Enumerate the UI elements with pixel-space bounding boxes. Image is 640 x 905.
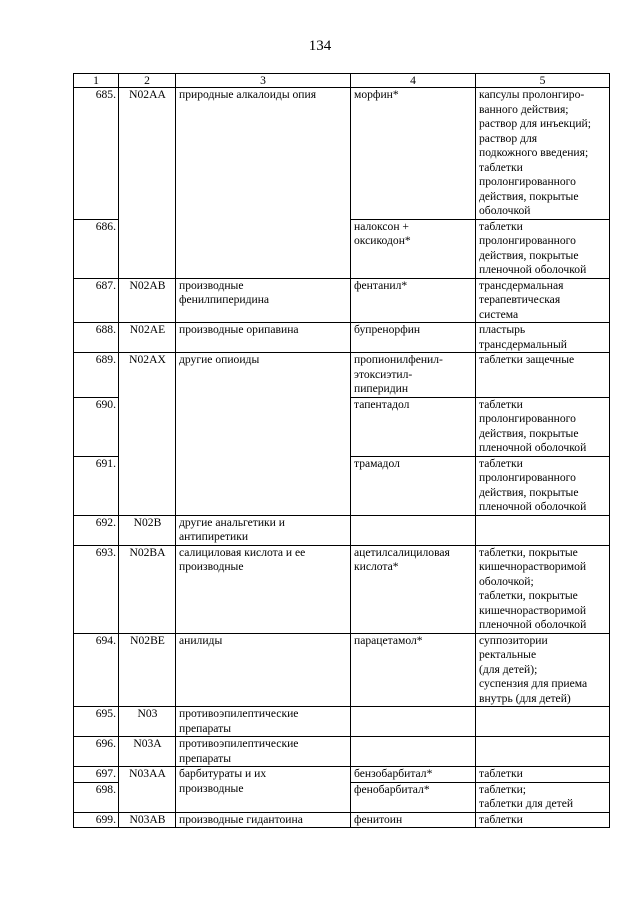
header-col-4: 4 — [351, 74, 476, 88]
row-number: 690. — [74, 397, 119, 456]
row-number: 686. — [74, 219, 119, 278]
drug-name: тапентадол — [351, 397, 476, 456]
drug-name — [351, 515, 476, 545]
group-name: производные гидантоина — [176, 812, 351, 828]
atc-code: N03 — [119, 707, 176, 737]
row-number: 697. — [74, 767, 119, 783]
dosage-forms: капсулы пролонгиро- ванного действия; раствор для инъекций; раствор для подкожного введения; таблетки пролонгированного действия, покрытые оболочкой — [476, 88, 610, 220]
group-name: природные алкалоиды опия — [176, 88, 351, 279]
group-name: салициловая кислота и ее производные — [176, 545, 351, 633]
header-col-2: 2 — [119, 74, 176, 88]
header-col-3: 3 — [176, 74, 351, 88]
drug-table — [73, 73, 610, 828]
group-name: производные фенилпиперидина — [176, 278, 351, 323]
group-name: противоэпилептические препараты — [176, 707, 351, 737]
dosage-forms: трансдермальная терапевтическая система — [476, 278, 610, 323]
row-number: 689. — [74, 353, 119, 398]
drug-name: морфин* — [351, 88, 476, 220]
atc-code: N03A — [119, 737, 176, 767]
atc-code: N02AA — [119, 88, 176, 279]
dosage-forms: таблетки пролонгированного действия, покрытые пленочной оболочкой — [476, 219, 610, 278]
row-number: 692. — [74, 515, 119, 545]
row-number: 685. — [74, 88, 119, 220]
dosage-forms — [476, 707, 610, 737]
dosage-forms: таблетки защечные — [476, 353, 610, 398]
table-row — [74, 353, 610, 398]
drug-name: фенобарбитал* — [351, 782, 476, 812]
group-name: другие опиоиды — [176, 353, 351, 516]
table-row — [74, 812, 610, 828]
atc-code: N03AA — [119, 767, 176, 813]
header-col-1: 1 — [74, 74, 119, 88]
page-number: 134 — [308, 38, 332, 54]
drug-name: парацетамол* — [351, 633, 476, 707]
table-row — [74, 633, 610, 707]
drug-name: бупренорфин — [351, 323, 476, 353]
group-name: противоэпилептические препараты — [176, 737, 351, 767]
row-number: 699. — [74, 812, 119, 828]
table-row — [74, 737, 610, 767]
group-name: другие анальгетики и антипиретики — [176, 515, 351, 545]
row-number: 698. — [74, 782, 119, 812]
atc-code: N02B — [119, 515, 176, 545]
table-row — [74, 545, 610, 633]
dosage-forms: пластырь трансдермальный — [476, 323, 610, 353]
table-row — [74, 323, 610, 353]
atc-code: N02AB — [119, 278, 176, 323]
table-header-row — [74, 74, 610, 88]
drug-name: трамадол — [351, 456, 476, 515]
table-row — [74, 767, 610, 783]
dosage-forms — [476, 515, 610, 545]
row-number: 691. — [74, 456, 119, 515]
dosage-forms: таблетки — [476, 812, 610, 828]
row-number: 695. — [74, 707, 119, 737]
row-number: 688. — [74, 323, 119, 353]
table-row — [74, 707, 610, 737]
group-name: барбитураты и их производные — [176, 767, 351, 813]
row-number: 687. — [74, 278, 119, 323]
drug-name: ацетилсалициловая кислота* — [351, 545, 476, 633]
row-number: 693. — [74, 545, 119, 633]
atc-code: N02AE — [119, 323, 176, 353]
row-number: 694. — [74, 633, 119, 707]
header-col-5: 5 — [476, 74, 610, 88]
row-number: 696. — [74, 737, 119, 767]
drug-name: фентанил* — [351, 278, 476, 323]
table-row — [74, 88, 610, 220]
atc-code: N03AB — [119, 812, 176, 828]
group-name: анилиды — [176, 633, 351, 707]
dosage-forms: таблетки пролонгированного действия, покрытые пленочной оболочкой — [476, 397, 610, 456]
drug-name — [351, 707, 476, 737]
dosage-forms: суппозитории ректальные (для детей); суспензия для приема внутрь (для детей) — [476, 633, 610, 707]
dosage-forms: таблетки; таблетки для детей — [476, 782, 610, 812]
drug-name: фенитоин — [351, 812, 476, 828]
atc-code: N02BA — [119, 545, 176, 633]
dosage-forms: таблетки, покрытые кишечнорастворимой оболочкой; таблетки, покрытые кишечнорастворимой пленочной оболочкой — [476, 545, 610, 633]
dosage-forms: таблетки пролонгированного действия, покрытые пленочной оболочкой — [476, 456, 610, 515]
dosage-forms — [476, 737, 610, 767]
drug-name: пропионилфенил- этоксиэтил- пиперидин — [351, 353, 476, 398]
table-row — [74, 278, 610, 323]
dosage-forms: таблетки — [476, 767, 610, 783]
atc-code: N02AX — [119, 353, 176, 516]
drug-name — [351, 737, 476, 767]
group-name: производные орипавина — [176, 323, 351, 353]
drug-name: налоксон + оксикодон* — [351, 219, 476, 278]
drug-name: бензобарбитал* — [351, 767, 476, 783]
atc-code: N02BE — [119, 633, 176, 707]
table-row — [74, 515, 610, 545]
